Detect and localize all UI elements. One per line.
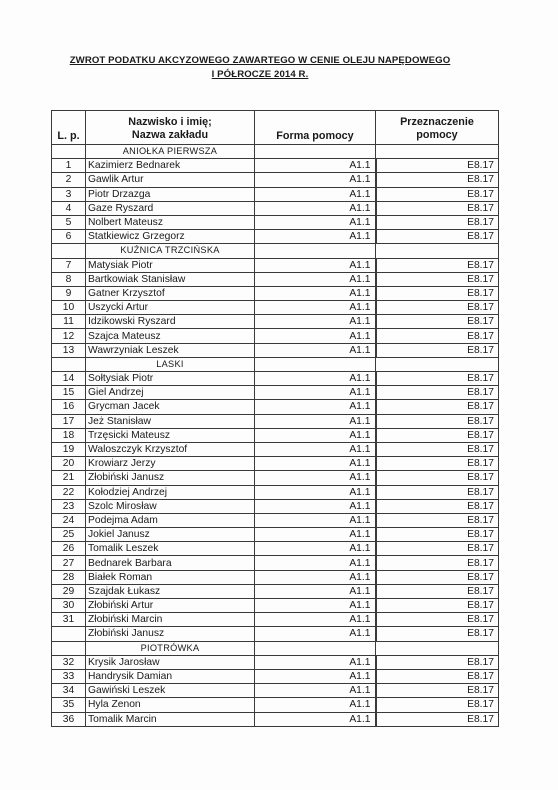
lp-cell: 19 <box>52 442 86 456</box>
section-name: LASKI <box>86 357 255 371</box>
table-row <box>52 414 499 428</box>
lp-cell: 14 <box>52 372 86 386</box>
table-row <box>52 655 499 669</box>
forma-cell: A1.1 <box>255 599 376 613</box>
forma-cell: A1.1 <box>255 372 376 386</box>
table-row <box>52 457 499 471</box>
forma-cell: A1.1 <box>255 286 376 300</box>
table-row <box>52 584 499 598</box>
przeznaczenie-cell: E8.17 <box>376 457 499 471</box>
name-cell: Bartkowiak Stanisław <box>86 272 255 286</box>
przeznaczenie-cell: E8.17 <box>376 301 499 315</box>
przeznaczenie-cell: E8.17 <box>376 570 499 584</box>
forma-cell: A1.1 <box>255 173 376 187</box>
header-przez-line1: Przeznaczenie <box>400 116 474 128</box>
przeznaczenie-cell: E8.17 <box>376 400 499 414</box>
table-row <box>52 513 499 527</box>
name-cell: Piotr Drzazga <box>86 187 255 201</box>
przeznaczenie-cell: E8.17 <box>376 258 499 272</box>
forma-cell: A1.1 <box>255 471 376 485</box>
forma-cell: A1.1 <box>255 684 376 698</box>
table-row <box>52 485 499 499</box>
section-name: KUŹNICA TRZCIŃSKA <box>86 244 255 258</box>
przeznaczenie-cell: E8.17 <box>376 627 499 641</box>
lp-cell: 27 <box>52 556 86 570</box>
table-row <box>52 599 499 613</box>
przeznaczenie-cell: E8.17 <box>376 343 499 357</box>
lp-cell: 17 <box>52 414 86 428</box>
forma-cell: A1.1 <box>255 627 376 641</box>
name-cell: Grycman Jacek <box>86 400 255 414</box>
name-cell: Podejma Adam <box>86 513 255 527</box>
table-row <box>52 627 499 641</box>
forma-cell: A1.1 <box>255 159 376 173</box>
name-cell: Gawiński Leszek <box>86 684 255 698</box>
lp-cell <box>52 627 86 641</box>
przeznaczenie-cell: E8.17 <box>376 173 499 187</box>
section-name: ANIOŁKA PIERWSZA <box>86 145 255 159</box>
section-row <box>52 145 499 159</box>
name-cell: Idzikowski Ryszard <box>86 315 255 329</box>
forma-cell: A1.1 <box>255 712 376 726</box>
lp-cell: 3 <box>52 187 86 201</box>
przeznaczenie-cell: E8.17 <box>376 599 499 613</box>
name-cell: Wawrzyniak Leszek <box>86 343 255 357</box>
forma-cell: A1.1 <box>255 386 376 400</box>
przeznaczenie-cell: E8.17 <box>376 684 499 698</box>
forma-cell: A1.1 <box>255 428 376 442</box>
lp-cell: 36 <box>52 712 86 726</box>
table-row <box>52 215 499 229</box>
przeznaczenie-cell: E8.17 <box>376 414 499 428</box>
przeznaczenie-cell: E8.17 <box>376 712 499 726</box>
name-cell: Trzęsicki Mateusz <box>86 428 255 442</box>
aid-table <box>51 110 499 727</box>
przeznaczenie-cell: E8.17 <box>376 315 499 329</box>
table-row <box>52 570 499 584</box>
name-cell: Szolc Mirosław <box>86 499 255 513</box>
name-cell: Kołodziej Andrzej <box>86 485 255 499</box>
lp-cell: 20 <box>52 457 86 471</box>
section-forma-cell <box>255 641 376 655</box>
table-row <box>52 528 499 542</box>
forma-cell: A1.1 <box>255 442 376 456</box>
forma-cell: A1.1 <box>255 542 376 556</box>
header-przez-line2: pomocy <box>416 129 458 141</box>
name-cell: Nolbert Mateusz <box>86 215 255 229</box>
forma-cell: A1.1 <box>255 513 376 527</box>
name-cell: Jeż Stanisław <box>86 414 255 428</box>
przeznaczenie-cell: E8.17 <box>376 698 499 712</box>
przeznaczenie-cell: E8.17 <box>376 613 499 627</box>
table-row <box>52 187 499 201</box>
name-cell: Statkiewicz Grzegorz <box>86 230 255 244</box>
table-row <box>52 471 499 485</box>
name-cell: Tomalik Marcin <box>86 712 255 726</box>
forma-cell: A1.1 <box>255 669 376 683</box>
name-cell: Gaze Ryszard <box>86 201 255 215</box>
lp-cell: 22 <box>52 485 86 499</box>
lp-cell: 34 <box>52 684 86 698</box>
lp-cell: 18 <box>52 428 86 442</box>
table-row <box>52 386 499 400</box>
section-lp-cell <box>52 244 86 258</box>
lp-cell: 9 <box>52 286 86 300</box>
przeznaczenie-cell: E8.17 <box>376 215 499 229</box>
forma-cell: A1.1 <box>255 698 376 712</box>
name-cell: Waloszczyk Krzysztof <box>86 442 255 456</box>
section-forma-cell <box>255 244 376 258</box>
table-row <box>52 684 499 698</box>
name-cell: Białek Roman <box>86 570 255 584</box>
table-row <box>52 173 499 187</box>
przeznaczenie-cell: E8.17 <box>376 542 499 556</box>
header-name-line2: Nazwa zakładu <box>131 129 209 141</box>
section-forma-cell <box>255 357 376 371</box>
przeznaczenie-cell: E8.17 <box>376 471 499 485</box>
forma-cell: A1.1 <box>255 499 376 513</box>
forma-cell: A1.1 <box>255 556 376 570</box>
lp-cell: 15 <box>52 386 86 400</box>
section-przez-cell <box>376 145 499 159</box>
table-row <box>52 286 499 300</box>
forma-cell: A1.1 <box>255 258 376 272</box>
name-cell: Szajdak Łukasz <box>86 584 255 598</box>
lp-cell: 10 <box>52 301 86 315</box>
lp-cell: 35 <box>52 698 86 712</box>
name-cell: Jokiel Janusz <box>86 528 255 542</box>
przeznaczenie-cell: E8.17 <box>376 329 499 343</box>
name-cell: Sołtysiak Piotr <box>86 372 255 386</box>
przeznaczenie-cell: E8.17 <box>376 528 499 542</box>
forma-cell: A1.1 <box>255 584 376 598</box>
name-cell: Złobiński Marcin <box>86 613 255 627</box>
forma-cell: A1.1 <box>255 528 376 542</box>
table-row <box>52 329 499 343</box>
section-name: PIOTRÓWKA <box>86 641 255 655</box>
przeznaczenie-cell: E8.17 <box>376 272 499 286</box>
section-przez-cell <box>376 641 499 655</box>
forma-cell: A1.1 <box>255 215 376 229</box>
name-cell: Tomalik Leszek <box>86 542 255 556</box>
section-row <box>52 357 499 371</box>
section-lp-cell <box>52 357 86 371</box>
table-row <box>52 428 499 442</box>
lp-cell: 31 <box>52 613 86 627</box>
przeznaczenie-cell: E8.17 <box>376 584 499 598</box>
name-cell: Krysik Jarosław <box>86 655 255 669</box>
przeznaczenie-cell: E8.17 <box>376 230 499 244</box>
lp-cell: 21 <box>52 471 86 485</box>
lp-cell: 7 <box>52 258 86 272</box>
name-cell: Złobiński Janusz <box>86 627 255 641</box>
lp-cell: 28 <box>52 570 86 584</box>
lp-cell: 1 <box>52 159 86 173</box>
table-row <box>52 400 499 414</box>
przeznaczenie-cell: E8.17 <box>376 485 499 499</box>
przeznaczenie-cell: E8.17 <box>376 513 499 527</box>
table-row <box>52 442 499 456</box>
header-forma: Forma pomocy <box>255 111 376 145</box>
forma-cell: A1.1 <box>255 315 376 329</box>
forma-cell: A1.1 <box>255 187 376 201</box>
lp-cell: 16 <box>52 400 86 414</box>
lp-cell: 11 <box>52 315 86 329</box>
lp-cell: 30 <box>52 599 86 613</box>
forma-cell: A1.1 <box>255 400 376 414</box>
table-row <box>52 613 499 627</box>
name-cell: Gatner Krzysztof <box>86 286 255 300</box>
forma-cell: A1.1 <box>255 457 376 471</box>
lp-cell: 25 <box>52 528 86 542</box>
lp-cell: 4 <box>52 201 86 215</box>
header-lp: L. p. <box>52 111 86 145</box>
name-cell: Bednarek Barbara <box>86 556 255 570</box>
name-cell: Złobiński Artur <box>86 599 255 613</box>
przeznaczenie-cell: E8.17 <box>376 372 499 386</box>
name-cell: Krowiarz Jerzy <box>86 457 255 471</box>
name-cell: Kazimierz Bednarek <box>86 159 255 173</box>
lp-cell: 32 <box>52 655 86 669</box>
table-row <box>52 230 499 244</box>
przeznaczenie-cell: E8.17 <box>376 286 499 300</box>
name-cell: Handrysik Damian <box>86 669 255 683</box>
table-row <box>52 301 499 315</box>
lp-cell: 13 <box>52 343 86 357</box>
table-row <box>52 499 499 513</box>
name-cell: Złobiński Janusz <box>86 471 255 485</box>
lp-cell: 12 <box>52 329 86 343</box>
table-row <box>52 272 499 286</box>
section-row <box>52 244 499 258</box>
przeznaczenie-cell: E8.17 <box>376 428 499 442</box>
przeznaczenie-cell: E8.17 <box>376 669 499 683</box>
document-subtitle: I PÓŁROCZE 2014 R. <box>211 69 309 80</box>
header-przeznaczenie <box>376 111 499 145</box>
lp-cell: 29 <box>52 584 86 598</box>
przeznaczenie-cell: E8.17 <box>376 386 499 400</box>
lp-cell: 23 <box>52 499 86 513</box>
forma-cell: A1.1 <box>255 414 376 428</box>
forma-cell: A1.1 <box>255 485 376 499</box>
table-row <box>52 542 499 556</box>
przeznaczenie-cell: E8.17 <box>376 556 499 570</box>
przeznaczenie-cell: E8.17 <box>376 187 499 201</box>
table-row <box>52 556 499 570</box>
name-cell: Matysiak Piotr <box>86 258 255 272</box>
forma-cell: A1.1 <box>255 301 376 315</box>
table-row <box>52 343 499 357</box>
lp-cell: 24 <box>52 513 86 527</box>
forma-cell: A1.1 <box>255 570 376 584</box>
przeznaczenie-cell: E8.17 <box>376 442 499 456</box>
table-row <box>52 698 499 712</box>
table-body <box>52 145 499 727</box>
forma-cell: A1.1 <box>255 613 376 627</box>
name-cell: Uszycki Artur <box>86 301 255 315</box>
section-przez-cell <box>376 244 499 258</box>
table-row <box>52 372 499 386</box>
section-przez-cell <box>376 357 499 371</box>
table-row <box>52 159 499 173</box>
section-lp-cell <box>52 145 86 159</box>
lp-cell: 33 <box>52 669 86 683</box>
table-row <box>52 201 499 215</box>
przeznaczenie-cell: E8.17 <box>376 499 499 513</box>
forma-cell: A1.1 <box>255 343 376 357</box>
lp-cell: 5 <box>52 215 86 229</box>
lp-cell: 26 <box>52 542 86 556</box>
forma-cell: A1.1 <box>255 655 376 669</box>
table-row <box>52 669 499 683</box>
forma-cell: A1.1 <box>255 230 376 244</box>
header-name-line1: Nazwisko i imię; <box>128 116 212 128</box>
document-title: ZWROT PODATKU AKCYZOWEGO ZAWARTEGO W CENIE OLEJU NAPĘDOWEGO <box>69 55 451 66</box>
name-cell: Szajca Mateusz <box>86 329 255 343</box>
lp-cell: 2 <box>52 173 86 187</box>
przeznaczenie-cell: E8.17 <box>376 201 499 215</box>
przeznaczenie-cell: E8.17 <box>376 159 499 173</box>
przeznaczenie-cell: E8.17 <box>376 655 499 669</box>
table-header-row <box>52 111 499 145</box>
section-row <box>52 641 499 655</box>
section-lp-cell <box>52 641 86 655</box>
forma-cell: A1.1 <box>255 272 376 286</box>
section-forma-cell <box>255 145 376 159</box>
lp-cell: 6 <box>52 230 86 244</box>
forma-cell: A1.1 <box>255 201 376 215</box>
name-cell: Hyla Zenon <box>86 698 255 712</box>
name-cell: Gawlik Artur <box>86 173 255 187</box>
table-row <box>52 712 499 726</box>
table-row <box>52 258 499 272</box>
name-cell: Giel Andrzej <box>86 386 255 400</box>
table-row <box>52 315 499 329</box>
forma-cell: A1.1 <box>255 329 376 343</box>
lp-cell: 8 <box>52 272 86 286</box>
header-name <box>86 111 255 145</box>
